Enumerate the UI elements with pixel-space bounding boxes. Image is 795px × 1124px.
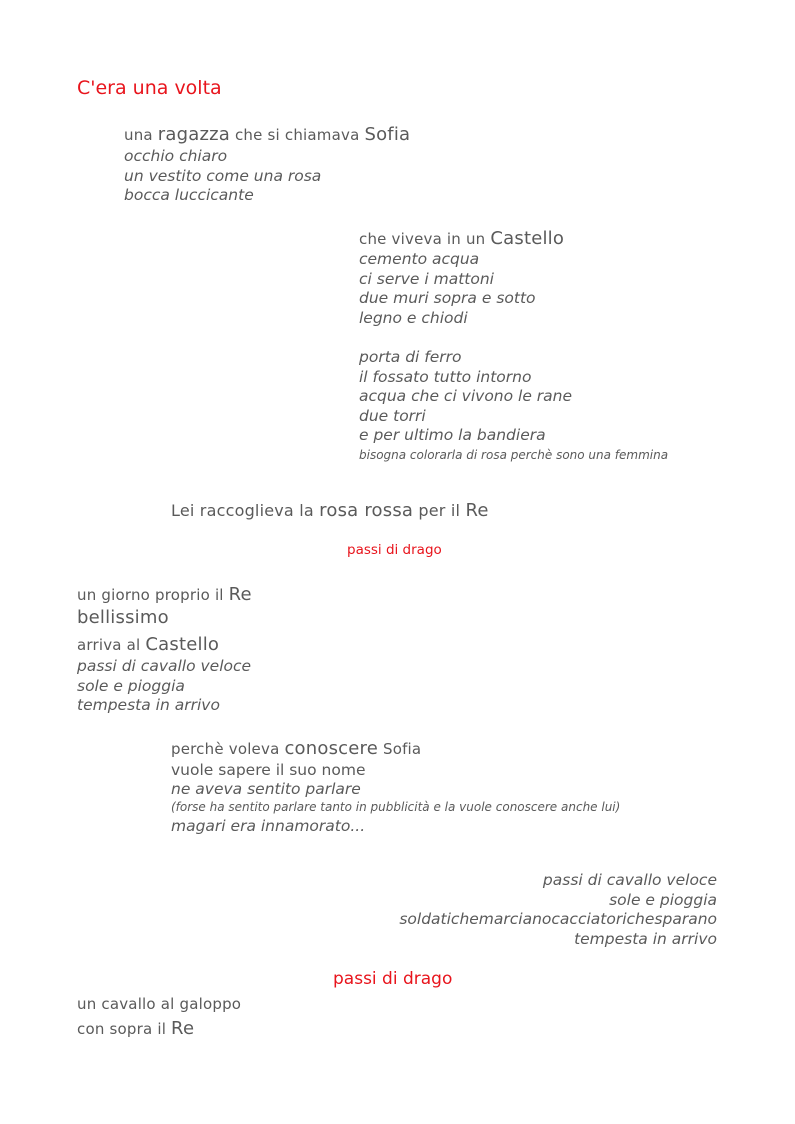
stanza4-pre3: arriva al	[77, 636, 146, 654]
stanza2-pre: che viveva in un	[359, 230, 491, 248]
stanza4-line: tempesta in arrivo	[77, 696, 220, 714]
stanza7-line2	[77, 1018, 194, 1039]
stanza7-pre: con sopra il	[77, 1020, 172, 1038]
stanza4-pre: un giorno proprio il	[77, 586, 229, 604]
stanza3-line	[171, 500, 489, 521]
stanza6-line: passi di cavallo veloce	[542, 871, 717, 889]
stanza1-line: bocca luccicante	[124, 186, 254, 204]
stanza1-name: Sofia	[364, 124, 411, 145]
stanza5-l1: vuole sapere il suo nome	[171, 761, 366, 779]
stanza4-line1	[77, 584, 252, 605]
stanza2-lines	[359, 250, 536, 328]
stanza1-lines	[124, 147, 321, 206]
stanza5-heading	[171, 738, 421, 759]
refrain-passi-di-drago-2: passi di drago	[333, 969, 453, 989]
stanza3-re: Re	[465, 500, 489, 521]
stanza2-line: ci serve i mattoni	[359, 269, 494, 288]
stanza4-line: sole e pioggia	[77, 676, 185, 695]
stanza4-line: passi di cavallo veloce	[77, 657, 252, 675]
stanza6-line: sole e pioggia	[609, 890, 717, 909]
stanza7-line1: un cavallo al galoppo	[77, 995, 242, 1013]
stanza1-line: occhio chiaro	[124, 147, 228, 165]
stanza4-castello: Castello	[145, 634, 220, 655]
stanza1-word-ragazza: ragazza	[157, 124, 230, 145]
stanza6-line: soldatichemarcianocacciatorichesparano	[399, 910, 717, 928]
stanza3-mid: per il	[413, 501, 466, 520]
stanza3-word-rosa-rossa: rosa rossa	[319, 500, 414, 521]
stanza2-line: due muri sopra e sotto	[359, 289, 536, 307]
stanza1-line: un vestito come una rosa	[124, 166, 322, 185]
stanza2-note: bisogna colorarla di rosa perchè sono una femmina	[359, 448, 669, 462]
stanza2-line: legno e chiodi	[359, 308, 468, 327]
stanza2-line: e per ultimo la bandiera	[359, 426, 546, 444]
stanza6-lines	[399, 871, 717, 949]
stanza5-pre: perchè voleva	[171, 740, 285, 758]
stanza1-pre1: una	[124, 126, 158, 144]
stanza5-l2: ne aveva sentito parlare	[171, 780, 361, 798]
stanza2-lines2	[359, 348, 572, 446]
stanza4-bellissimo: bellissimo	[77, 607, 169, 628]
stanza3-pre: Lei raccoglieva la	[171, 501, 320, 520]
stanza5-l3: magari era innamorato...	[171, 817, 366, 835]
page-title: C'era una volta	[77, 77, 222, 99]
stanza2-line: il fossato tutto intorno	[359, 367, 532, 386]
refrain-passi-di-drago-1: passi di drago	[347, 542, 442, 558]
stanza2-line: due torri	[359, 406, 426, 425]
stanza7-re: Re	[171, 1018, 195, 1039]
stanza2-line: acqua che ci vivono le rane	[359, 387, 573, 405]
stanza6-line: tempesta in arrivo	[574, 929, 717, 948]
stanza2-line: porta di ferro	[359, 348, 462, 366]
stanza5-note: (forse ha sentito parlare tanto in pubblicità e la vuole conoscere anche lui)	[171, 800, 621, 814]
stanza1-pre2: che si chiamava	[230, 126, 365, 144]
stanza4-lines	[77, 657, 251, 716]
stanza1-heading	[124, 124, 410, 145]
stanza4-line3	[77, 634, 219, 655]
stanza5-sofia: Sofia	[378, 740, 422, 758]
stanza5-conoscere: conoscere	[284, 738, 378, 759]
stanza4-re: Re	[228, 584, 252, 605]
stanza2-line: cemento acqua	[359, 250, 480, 268]
stanza2-word-castello: Castello	[490, 228, 565, 249]
stanza2-heading	[359, 228, 564, 249]
